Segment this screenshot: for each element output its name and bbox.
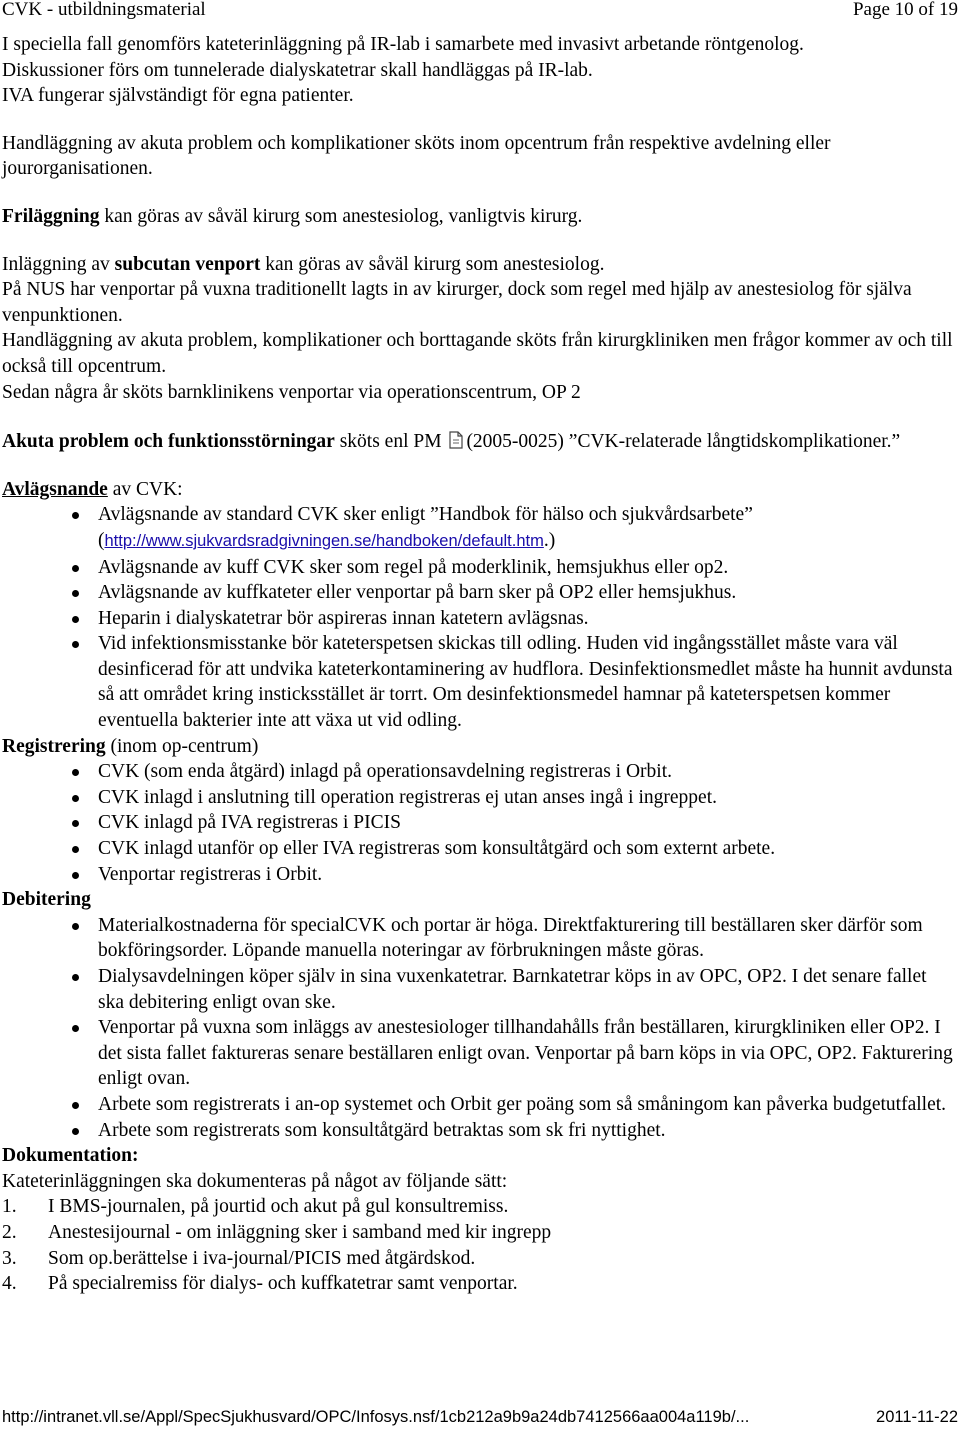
page-number: Page 10 of 19	[852, 0, 958, 20]
list-item: 4. På specialremiss för dialys- och kuffkatetrar samt venportar.	[2, 1273, 518, 1295]
dokumentation-heading: Dokumentation:	[2, 1145, 139, 1167]
list-item: CVK inlagd utanför op eller IVA registreras som konsultåtgärd och som externt arbete.	[2, 836, 954, 862]
venport-bold: subcutan venport	[114, 253, 261, 275]
list-item: Arbete som registrerats i an-op systemet och Orbit ger poäng som så småningom kan påverka budgetutfallet.	[2, 1092, 954, 1118]
list-item: Dialysavdelningen köper själv in sina vuxenkatetrar. Barnkatetrar köps in av OPC, OP2. I det senare fallet ska debitering enligt ovan ske.	[2, 964, 954, 1015]
page-header	[2, 0, 958, 27]
venport-nus-paragraph: På NUS har venportar på vuxna traditionellt lagts in av kirurger, dock som regel med hjälp av anestesiolog för själva venpunktionen.	[2, 279, 912, 326]
list-item: Venportar registreras i Orbit.	[2, 862, 954, 888]
bullet-icon	[72, 820, 79, 827]
akuta-problem-paragraph: Akuta problem och funktionsstörningar sköts enl PM (2005-0025) ”CVK-relaterade långtidskomplikationer.”	[2, 431, 901, 453]
intro-line-2: Diskussioner förs om tunnelerade dialyskatetrar skall handläggas på IR-lab.	[2, 59, 593, 81]
handbok-link[interactable]: http://www.sjukvardsradgivningen.se/handboken/default.htm	[104, 531, 544, 550]
list-item: Vid infektionsmisstanke bör kateterspetsen skickas till odling. Huden vid ingångsstället måste vara väl desinficerad för att undvika kateterkontaminering av hudflora. Desinfektionsmedlet måste ha hunnit avdunsta så att området kring insticksstället är torrt. Om desinfektionsmedel hamnar på kateterspetsen kommer eventuella bakterier inte att växa ut vid odling.	[2, 631, 954, 733]
frilaggning-bold: Friläggning	[2, 205, 100, 227]
frilaggning-paragraph: Friläggning kan göras av såväl kirurg som anestesiolog, vanligtvis kirurg.	[2, 205, 583, 227]
debitering-heading: Debitering	[2, 889, 91, 911]
document-body	[2, 32, 954, 1297]
bullet-icon	[72, 1025, 79, 1032]
bullet-icon	[72, 1128, 79, 1135]
dokumentation-intro: Kateterinläggningen ska dokumenteras på något av följande sätt:	[2, 1170, 508, 1192]
list-item: Venportar på vuxna som inläggs av anestesiologer tillhandahålls från beställaren, kirurgkliniken eller OP2. I det sista fallet faktureras senare beställaren enligt ovan. Venportar på barn köps in via OPC, OP2. Fakturering enligt ovan.	[2, 1015, 954, 1092]
document-title: CVK - utbildningsmaterial	[2, 0, 206, 20]
venport-paragraph: Inläggning av subcutan venport kan göras av såväl kirurg som anestesiolog.	[2, 253, 605, 275]
list-item: Heparin i dialyskatetrar bör aspireras innan katetern avlägsnas.	[2, 606, 954, 632]
list-item: 2. Anestesijournal - om inläggning sker i samband med kir ingrepp	[2, 1221, 552, 1243]
dokumentation-list	[2, 1194, 954, 1296]
intro-line-1: I speciella fall genomförs kateterinläggning på IR-lab i samarbete med invasivt arbetande röntgenolog.	[2, 34, 804, 55]
list-item: 3. Som op.berättelse i iva-journal/PICIS med åtgärdskod.	[2, 1247, 476, 1269]
list-item: CVK inlagd på IVA registreras i PICIS	[2, 810, 954, 836]
bullet-icon	[72, 565, 79, 572]
bullet-icon	[72, 616, 79, 623]
bullet-icon	[72, 795, 79, 802]
document-link-icon[interactable]	[448, 431, 464, 449]
list-item: CVK (som enda åtgärd) inlagd på operationsavdelning registreras i Orbit.	[2, 759, 954, 785]
bullet-icon	[72, 872, 79, 879]
bullet-icon	[72, 769, 79, 776]
bullet-icon	[72, 1102, 79, 1109]
print-date: 2011-11-22	[876, 1408, 958, 1426]
intro-line-3: IVA fungerar självständigt för egna patienter.	[2, 85, 354, 107]
list-item: 1. I BMS-journalen, på jourtid och akut på gul konsultremiss.	[2, 1196, 509, 1218]
registrering-heading: Registrering (inom op-centrum)	[2, 735, 259, 757]
registrering-list	[2, 759, 954, 887]
venport-barnklinik-paragraph: Sedan några år sköts barnklinikens venportar via operationscentrum, OP 2	[2, 381, 581, 403]
list-item: Materialkostnaderna för specialCVK och portar är höga. Direktfakturering till beställaren sker därför som bokföringsorder. Löpande manuella noteringar av förbrukningen måste göras.	[2, 913, 954, 964]
avlagsnande-heading: Avlägsnande av CVK:	[2, 478, 183, 500]
avlagsnande-list	[2, 502, 954, 733]
bullet-icon	[72, 974, 79, 981]
bullet-icon	[72, 923, 79, 930]
akuta-problem-bold: Akuta problem och funktionsstörningar	[2, 431, 335, 453]
source-url: http://intranet.vll.se/Appl/SpecSjukhusvard/OPC/Infosys.nsf/1cb212a9b9a24db7412566aa004a119b/...	[2, 1408, 750, 1426]
list-item: Avlägsnande av standard CVK sker enligt ”Handbok för hälso och sjukvårdsarbete” (http://www.sjukvardsradgivningen.se/handboken/default.htm.)	[2, 502, 954, 554]
debitering-list	[2, 913, 954, 1143]
handlaggning-paragraph: Handläggning av akuta problem och komplikationer sköts inom opcentrum från respektive avdelning eller jourorganisationen.	[2, 132, 831, 180]
bullet-icon	[72, 512, 79, 519]
bullet-icon	[72, 590, 79, 597]
bullet-icon	[72, 846, 79, 853]
list-item: Avlägsnande av kuffkateter eller venportar på barn sker på OP2 eller hemsjukhus.	[2, 580, 954, 606]
list-item: CVK inlagd i anslutning till operation registreras ej utan anses ingå i ingreppet.	[2, 785, 954, 811]
venport-handlaggning-paragraph: Handläggning av akuta problem, komplikationer och borttagande sköts från kirurgkliniken men frågor kommer av och till också till opcentrum.	[2, 330, 953, 377]
bullet-icon	[72, 641, 79, 648]
list-item: Arbete som registrerats som konsultåtgärd betraktas som sk fri nyttighet.	[2, 1118, 954, 1144]
list-item: Avlägsnande av kuff CVK sker som regel på moderklinik, hemsjukhus eller op2.	[2, 555, 954, 581]
